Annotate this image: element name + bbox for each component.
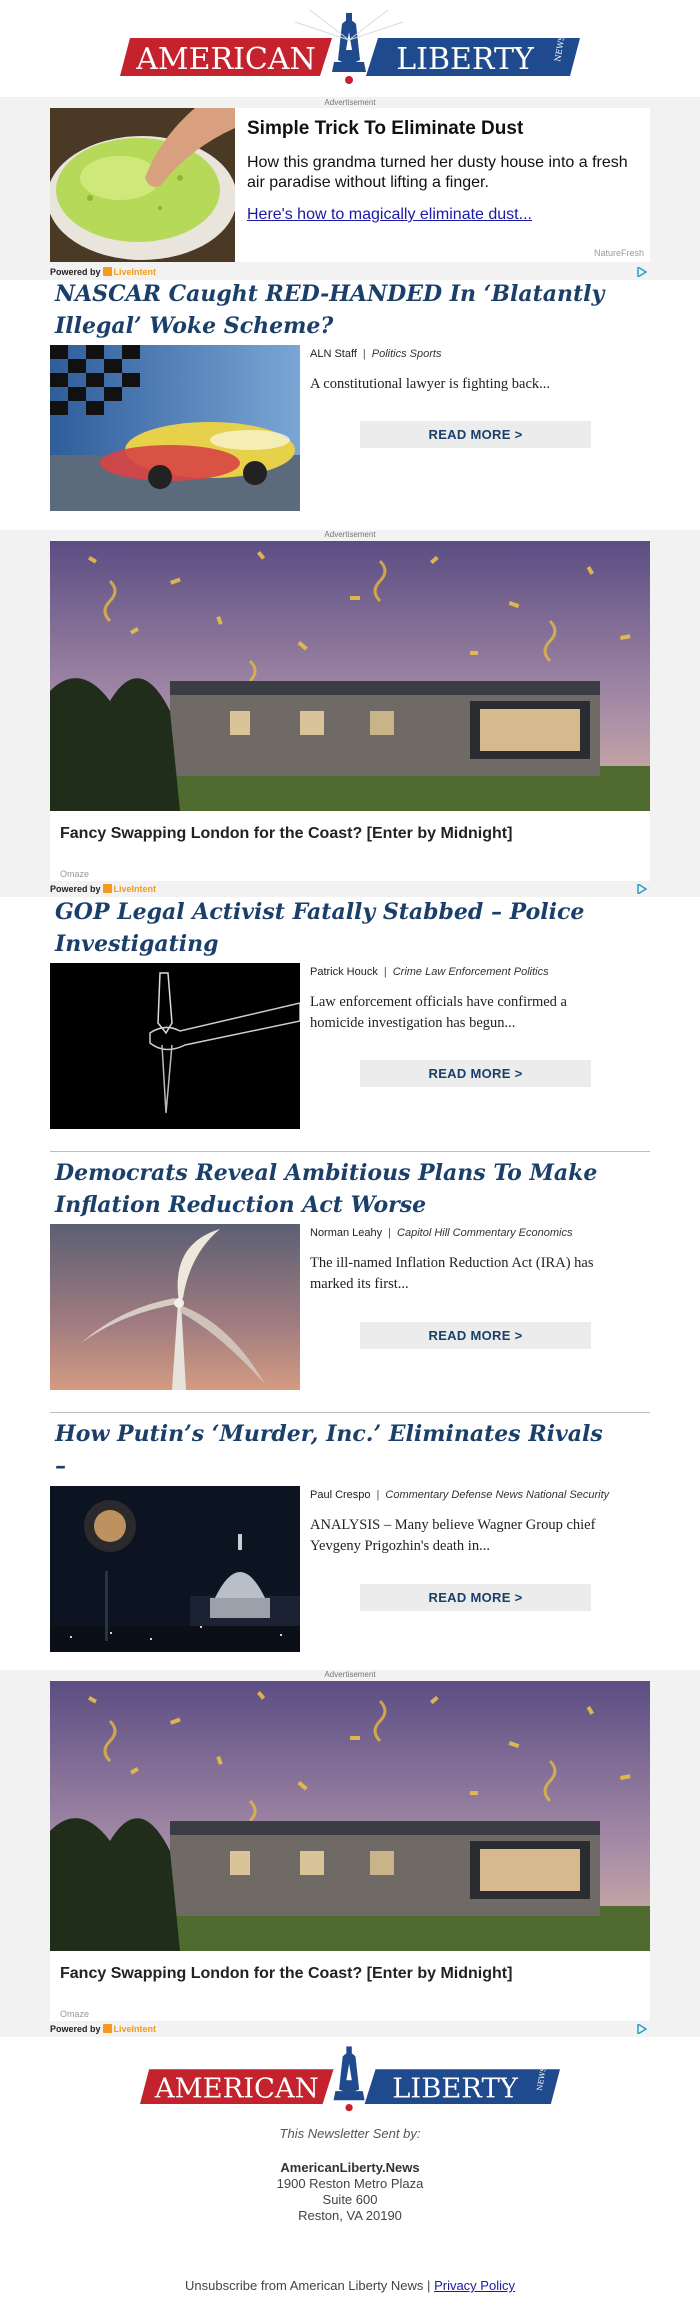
article-summary-line: Law enforcement officials have confirmed a: [310, 994, 567, 1010]
privacy-policy-link[interactable]: Privacy Policy: [434, 2278, 515, 2293]
footer-separator: |: [427, 2278, 431, 2293]
powered-by-brand: LiveIntent: [113, 2024, 157, 2034]
article-author[interactable]: Patrick Houck: [310, 966, 378, 978]
article-summary-line: A constitutional lawyer is fighting back...: [310, 376, 551, 392]
svg-text:LIBERTY: LIBERTY: [396, 42, 534, 77]
liberty-bell-icon: [334, 2046, 365, 2111]
divider: [50, 1151, 650, 1152]
svg-text:AMERICAN: AMERICAN: [154, 2073, 319, 2105]
ad-advertiser: NatureFresh: [593, 248, 644, 258]
article-meta: ALN Staff | Politics Sports: [310, 348, 442, 360]
article-author[interactable]: Norman Leahy: [310, 1227, 383, 1239]
article-summary-line: The ill-named Inflation Reduction Act (IRA) has: [310, 1255, 594, 1271]
ad-label: Advertisement: [324, 530, 376, 539]
article-title-line[interactable]: NASCAR Caught RED-HANDED In ‘Blatantly: [55, 281, 605, 307]
article-title[interactable]: [55, 1157, 615, 1221]
powered-by[interactable]: [50, 2024, 156, 2034]
header-logo[interactable]: [0, 10, 700, 110]
mid-ad[interactable]: [50, 541, 650, 881]
liveintent-icon: [103, 267, 112, 276]
powered-by[interactable]: [50, 267, 156, 277]
adchoices-icon[interactable]: [637, 2024, 647, 2034]
article-author[interactable]: ALN Staff: [310, 348, 357, 360]
powered-by-label: Powered by: [50, 884, 101, 894]
article-image-knife[interactable]: [50, 963, 300, 1129]
footer-address-1: 1900 Reston Metro Plaza: [276, 2176, 424, 2191]
liveintent-icon: [103, 2024, 112, 2033]
article-summary-line: homicide investigation has begun...: [310, 1015, 516, 1031]
bottom-ad[interactable]: [50, 1681, 650, 2021]
read-more-button[interactable]: READ MORE >: [360, 421, 591, 448]
divider: [50, 1412, 650, 1413]
adchoices-icon[interactable]: [637, 267, 647, 277]
article-categories[interactable]: Crime Law Enforcement Politics: [392, 966, 549, 978]
ad-advertiser: Omaze: [60, 2009, 90, 2019]
ad-link[interactable]: Here's how to magically eliminate dust...: [247, 206, 532, 223]
adchoices-icon[interactable]: [637, 884, 647, 894]
ad-title[interactable]: Simple Trick To Eliminate Dust: [247, 118, 524, 139]
footer-links: [0, 2278, 700, 2294]
powered-by-label: Powered by: [50, 267, 101, 277]
ad-caption[interactable]: Fancy Swapping London for the Coast? [Enter by Midnight]: [60, 825, 513, 842]
footer-address-2: Suite 600: [322, 2192, 378, 2207]
svg-text:LIBERTY: LIBERTY: [392, 2073, 518, 2105]
liberty-bell-icon: [332, 13, 366, 84]
ad-image-green-bowl[interactable]: [50, 108, 235, 262]
article-categories[interactable]: Commentary Defense News National Security: [385, 1489, 610, 1501]
article-image-race-car[interactable]: [50, 345, 300, 511]
powered-by-brand: LiveIntent: [113, 267, 157, 277]
ad-advertiser: Omaze: [60, 869, 90, 879]
read-more-button[interactable]: READ MORE >: [360, 1584, 591, 1611]
footer-org: AmericanLiberty.News: [280, 2160, 420, 2175]
article-title-line[interactable]: Inflation Reduction Act Worse: [55, 1192, 427, 1218]
american-liberty-logo: [140, 2040, 560, 2125]
ad-label: Advertisement: [324, 98, 376, 107]
article-meta: Paul Crespo | Commentary Defense News National Security: [310, 1489, 610, 1501]
read-more-button[interactable]: READ MORE >: [360, 1060, 591, 1087]
article-summary-line: ANALYSIS – Many believe Wagner Group chief: [310, 1517, 596, 1533]
article-summary: [310, 992, 640, 1034]
powered-by[interactable]: [50, 884, 156, 894]
svg-text:NEWS: NEWS: [553, 34, 567, 63]
article-title-line[interactable]: How Putin’s ‘Murder, Inc.’ Eliminates Rivals –: [55, 1421, 603, 1479]
article-summary: [310, 1253, 640, 1295]
article-categories[interactable]: Politics Sports: [371, 348, 442, 360]
svg-text:NEWS: NEWS: [534, 2066, 548, 2092]
article-summary: [310, 374, 640, 395]
article-title-line[interactable]: GOP Legal Activist Fatally Stabbed – Police: [55, 899, 585, 925]
ad-label: Advertisement: [324, 1670, 376, 1679]
article-author[interactable]: Paul Crespo: [310, 1489, 371, 1501]
article-image-capitol-night[interactable]: [50, 1486, 300, 1652]
article-title-line[interactable]: Illegal’ Woke Scheme?: [55, 313, 334, 339]
liveintent-icon: [103, 884, 112, 893]
article-meta: Patrick Houck | Crime Law Enforcement Politics: [310, 966, 549, 978]
read-more-button[interactable]: READ MORE >: [360, 1322, 591, 1349]
article-title-line[interactable]: Investigating: [55, 931, 219, 957]
article-categories[interactable]: Capitol Hill Commentary Economics: [397, 1227, 573, 1239]
american-liberty-logo: [120, 10, 580, 95]
top-ad[interactable]: [50, 108, 650, 262]
article-title[interactable]: [55, 896, 615, 960]
powered-by-label: Powered by: [50, 2024, 101, 2034]
ad-image-coastal-house[interactable]: [50, 1681, 650, 1951]
ad-caption[interactable]: Fancy Swapping London for the Coast? [Enter by Midnight]: [60, 1965, 513, 1982]
ad-description[interactable]: How this grandma turned her dusty house into a fresh air paradise without lifting a finger.: [247, 154, 628, 191]
article-summary-line: marked its first...: [310, 1276, 409, 1292]
footer-sent-by: This Newsletter Sent by:: [279, 2126, 421, 2141]
footer-logo[interactable]: [0, 2040, 700, 2140]
footer-address-3: Reston, VA 20190: [298, 2208, 402, 2223]
ad-image-coastal-house[interactable]: [50, 541, 650, 811]
article-title-line[interactable]: Democrats Reveal Ambitious Plans To Make: [55, 1160, 598, 1186]
svg-text:AMERICAN: AMERICAN: [136, 42, 316, 77]
unsubscribe-link[interactable]: Unsubscribe from American Liberty News: [185, 2278, 424, 2293]
article-title[interactable]: [55, 278, 615, 342]
article-summary-line: Yevgeny Prigozhin's death in...: [310, 1538, 490, 1554]
article-image-wind-turbine[interactable]: [50, 1224, 300, 1390]
powered-by-brand: LiveIntent: [113, 884, 157, 894]
article-summary: [310, 1515, 640, 1557]
article-meta: Norman Leahy | Capitol Hill Commentary Economics: [310, 1227, 573, 1239]
